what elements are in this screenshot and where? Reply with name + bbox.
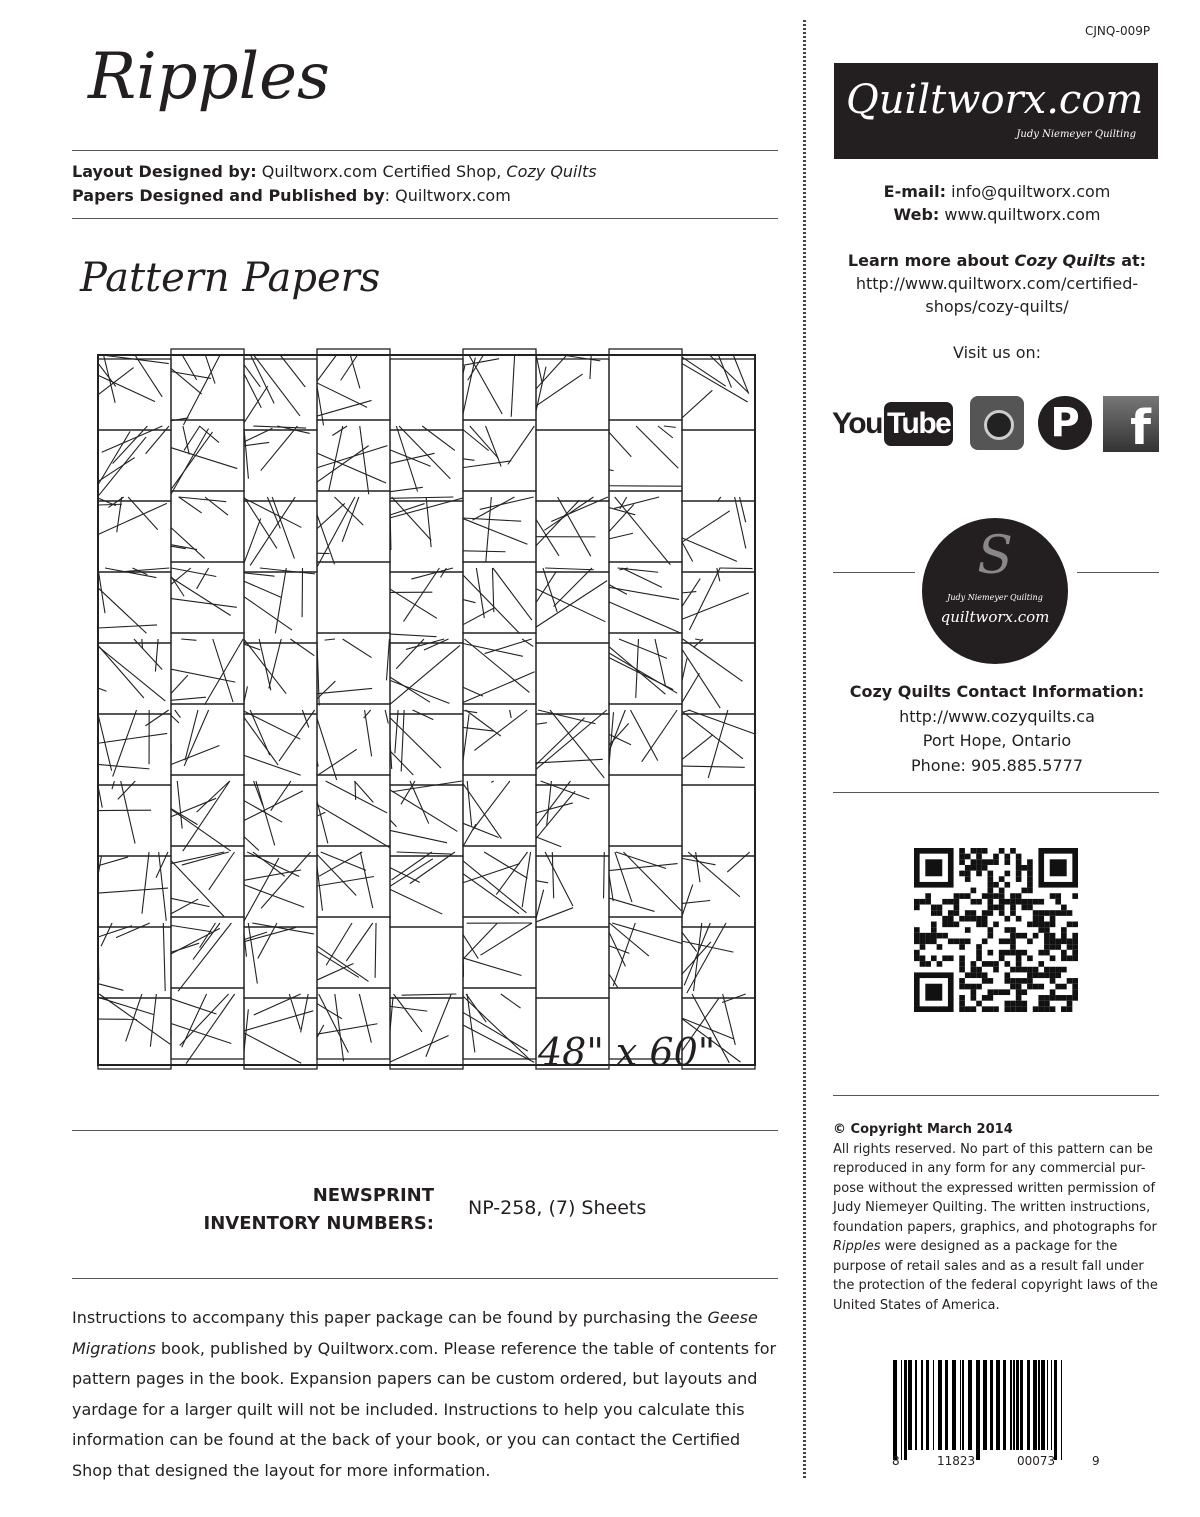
quilt-block	[682, 923, 755, 998]
barcode-bar	[968, 1360, 972, 1450]
quilt-block	[244, 355, 317, 430]
quilt-block	[317, 846, 390, 917]
credit-value: Quiltworx.com Certified Shop,	[261, 162, 507, 181]
quilt-block	[244, 852, 317, 927]
quilt-block	[244, 639, 317, 714]
quilt-block	[682, 710, 755, 785]
barcode-digit: 8	[892, 1454, 900, 1468]
quilt-block	[98, 994, 171, 1069]
barcode-bar	[1013, 1360, 1015, 1450]
barcode-bar	[1047, 1360, 1048, 1450]
quilt-block	[390, 359, 463, 430]
barcode-bar	[1016, 1360, 1019, 1450]
quilt-block	[609, 420, 682, 491]
text: were designed as a package for the purpose of retail sales and as a result fall under the protection of the federal copyright laws of the United States of America.	[833, 1239, 1158, 1313]
quilt-block	[244, 497, 317, 572]
barcode-bar	[1041, 1360, 1045, 1450]
quilt-block	[609, 775, 682, 846]
quilt-block	[390, 639, 463, 714]
quilt-block	[463, 846, 536, 917]
barcode-bar	[983, 1360, 987, 1450]
youtube-text: Tube	[884, 402, 953, 446]
quilt-block	[171, 917, 244, 991]
quilt-block	[609, 846, 682, 917]
quilt-block	[317, 988, 390, 1061]
barcode-bar	[960, 1360, 961, 1450]
quilt-block	[98, 923, 171, 998]
quilt-block	[609, 491, 682, 565]
barcode-bar	[1033, 1360, 1037, 1450]
quilt-block	[171, 846, 244, 917]
web-label: Web:	[893, 205, 940, 224]
divider	[72, 1130, 778, 1131]
barcode-bar	[926, 1360, 929, 1450]
inventory-label-line: NEWSPRINT	[312, 1185, 434, 1206]
quilt-block	[390, 497, 463, 572]
credit-label: Papers Designed and Published by	[72, 186, 385, 205]
copyright-notice	[833, 1120, 1165, 1315]
product-code: CJNQ-009P	[1085, 24, 1151, 38]
quilt-block	[171, 704, 244, 775]
barcode-bar	[1027, 1360, 1030, 1450]
quilt-block	[244, 426, 317, 501]
quilt-border	[98, 355, 755, 1065]
quilt-block	[390, 568, 463, 643]
quilt-block	[171, 562, 244, 633]
facebook-icon[interactable]: f	[1103, 396, 1159, 452]
barcode-digit: 00073	[1017, 1454, 1056, 1468]
seal-letter: S	[977, 526, 1013, 586]
quilt-block	[317, 349, 390, 425]
barcode-bar	[1051, 1360, 1052, 1450]
text: Instructions to accompany this paper package can be found by purchasing the	[72, 1308, 708, 1327]
pinterest-icon[interactable]: P	[1038, 396, 1092, 450]
seal-text: quiltworx.com	[940, 608, 1050, 626]
quilt-block	[317, 633, 390, 705]
barcode-bar	[1054, 1360, 1057, 1460]
quilt-block	[98, 852, 171, 927]
visit-label: Visit us on:	[952, 343, 1042, 362]
quilt-block	[536, 781, 609, 856]
quilt-block	[171, 491, 244, 562]
quilt-block	[317, 491, 390, 566]
youtube-text: You	[832, 407, 882, 440]
quilt-block	[609, 562, 682, 633]
quilt-block	[390, 781, 463, 856]
inventory-label	[150, 1182, 434, 1238]
quilt-block	[317, 775, 390, 847]
quilt-block	[682, 497, 755, 572]
barcode-bar	[921, 1360, 923, 1450]
email-link[interactable]: info@quiltworx.com	[951, 182, 1111, 201]
quilt-block	[463, 917, 536, 988]
copyright-title: © Copyright March 2014	[833, 1122, 1013, 1137]
quilt-size: 48" x 60"	[538, 1030, 716, 1074]
credit-value: Quiltworx.com	[395, 186, 511, 205]
instagram-icon[interactable]	[970, 396, 1024, 450]
quilt-block	[536, 643, 609, 714]
quilt-block	[317, 704, 390, 780]
text: Learn more about	[847, 251, 1015, 270]
divider	[833, 572, 915, 573]
inventory-value: NP-258, (7) Sheets	[468, 1197, 647, 1219]
quilt-block	[244, 923, 317, 998]
quilt-block	[536, 710, 609, 785]
credit-shop: Cozy Quilts	[506, 162, 597, 181]
text: book, published by Quiltworx.com. Please reference the table of contents for pattern pages in the book. Expansion papers can be custom ordered, but layouts and yardage for a larger quilt will not be included. Instructions to help you calculate this information can be found at the back of your book, or you can contact the Certified Shop that designed the layout for more information.	[72, 1338, 777, 1480]
quilt-block	[390, 426, 463, 501]
divider	[833, 1095, 1159, 1096]
quilt-block	[463, 491, 536, 563]
logo-subtext: Judy Niemeyer Quilting	[1016, 129, 1136, 140]
book-title: Geese Migrations	[72, 1308, 758, 1358]
quilt-block	[536, 568, 609, 643]
barcode-bar	[901, 1360, 902, 1460]
contact-url[interactable]: http://www.cozyquilts.ca	[899, 706, 1095, 726]
barcode-bar	[952, 1360, 956, 1450]
quilt-block	[171, 349, 244, 425]
barcode-bar	[904, 1360, 907, 1460]
quilt-block	[98, 639, 171, 714]
pattern-name: Ripples	[833, 1239, 881, 1254]
barcode-bar	[893, 1360, 897, 1460]
contact-block	[812, 180, 1182, 364]
barcode-bar	[1038, 1360, 1040, 1450]
quilt-block	[171, 420, 244, 494]
vertical-divider	[803, 20, 806, 1480]
shop-link[interactable]: http://www.quiltworx.com/certified-	[855, 274, 1139, 293]
barcode-bar	[990, 1360, 993, 1450]
quilt-block	[244, 568, 317, 643]
logo-text: Quiltworx.com	[846, 77, 1144, 123]
quilt-block	[244, 994, 317, 1069]
barcode-bar	[945, 1360, 948, 1450]
quilt-block	[98, 568, 171, 643]
shop-name: Cozy Quilts	[1014, 251, 1116, 270]
credit-label: Layout Designed by	[72, 162, 251, 181]
contact-location: Port Hope, Ontario	[922, 731, 1072, 750]
barcode-bar	[962, 1360, 964, 1450]
quilt-block	[390, 927, 463, 998]
contact-phone: Phone: 905.885.5777	[910, 755, 1083, 775]
barcode-bar	[938, 1360, 942, 1450]
quilt-block	[463, 988, 536, 1062]
divider	[72, 1278, 778, 1279]
quilt-block	[536, 927, 609, 998]
barcode-bar	[996, 1360, 1000, 1450]
quilt-block	[682, 852, 755, 927]
barcode-digit: 9	[1092, 1454, 1100, 1468]
quilt-block	[609, 704, 682, 775]
email-label: E-mail:	[883, 182, 947, 201]
quilt-block	[98, 781, 171, 856]
credits: Layout Designed by: Quiltworx.com Certified Shop, Cozy Quilts Papers Designed and Published by: Quiltworx.com	[72, 162, 597, 205]
web-link[interactable]: www.quiltworx.com	[944, 205, 1101, 224]
quilt-block	[536, 852, 609, 927]
inventory-label-line: INVENTORY NUMBERS:	[203, 1213, 434, 1234]
quilt-block	[317, 917, 390, 988]
quilt-block	[682, 568, 755, 643]
quilt-block	[609, 917, 682, 988]
quilt-block	[390, 710, 463, 785]
barcode-bar	[1061, 1360, 1062, 1460]
quiltworx-seal	[922, 518, 1068, 664]
barcode-digit: 11823	[937, 1454, 976, 1468]
barcode-bar	[915, 1360, 917, 1450]
quilt-block	[463, 420, 536, 491]
quilt-block	[171, 775, 244, 851]
contact-title: Cozy Quilts Contact Information:	[849, 682, 1145, 701]
quilt-block	[609, 349, 682, 420]
quilt-block	[536, 430, 609, 501]
quilt-block	[317, 562, 390, 633]
quilt-block	[463, 704, 536, 775]
pattern-title: Ripples	[88, 40, 330, 114]
divider	[833, 792, 1159, 793]
quilt-block	[463, 775, 536, 847]
quilt-block	[98, 426, 171, 501]
quilt-block	[463, 349, 536, 420]
quilt-block	[536, 497, 609, 572]
quilt-block	[171, 988, 244, 1064]
barcode	[888, 1360, 1068, 1460]
quilt-block	[98, 355, 171, 430]
quilt-block	[682, 785, 755, 856]
divider	[1077, 572, 1159, 573]
barcode-bar	[1010, 1360, 1012, 1450]
barcode-bar	[976, 1360, 980, 1460]
quilt-block	[463, 633, 536, 704]
quilt-block	[682, 430, 755, 501]
quilt-block	[390, 852, 463, 927]
quilt-block	[682, 355, 755, 430]
quilt-block	[317, 420, 390, 494]
barcode-bar	[933, 1360, 934, 1450]
text: at:	[1115, 251, 1147, 270]
quilt-block	[463, 562, 536, 634]
quilt-block	[244, 710, 317, 785]
qr-code[interactable]	[914, 848, 1078, 1012]
text: All rights reserved. No part of this pattern can be reproduced in any form for any commercial pur-pose without the expressed written permission of Judy Niemeyer Quilting. The written instructions, foundation papers, graphics, and photographs for	[833, 1141, 1157, 1235]
quilt-block	[682, 639, 755, 714]
section-title: Pattern Papers	[80, 255, 381, 301]
quilt-block	[390, 994, 463, 1069]
quilt-diagram	[0, 0, 800, 1100]
shop-link[interactable]: shops/cozy-quilts/	[925, 297, 1069, 316]
youtube-icon[interactable]	[832, 402, 953, 446]
quilt-block	[98, 710, 171, 785]
quilt-block	[98, 497, 171, 572]
quilt-block	[171, 633, 244, 705]
seal-text: Judy Niemeyer Quilting	[947, 593, 1043, 602]
quilt-block	[244, 781, 317, 856]
barcode-bar	[1020, 1360, 1023, 1450]
barcode-bar	[1003, 1360, 1006, 1450]
barcode-bar	[908, 1360, 912, 1450]
instructions-text	[72, 1303, 782, 1486]
quilt-block	[609, 633, 682, 704]
cozy-quilts-contact	[812, 680, 1182, 778]
quilt-block	[536, 355, 609, 430]
quiltworx-logo[interactable]	[834, 63, 1158, 159]
